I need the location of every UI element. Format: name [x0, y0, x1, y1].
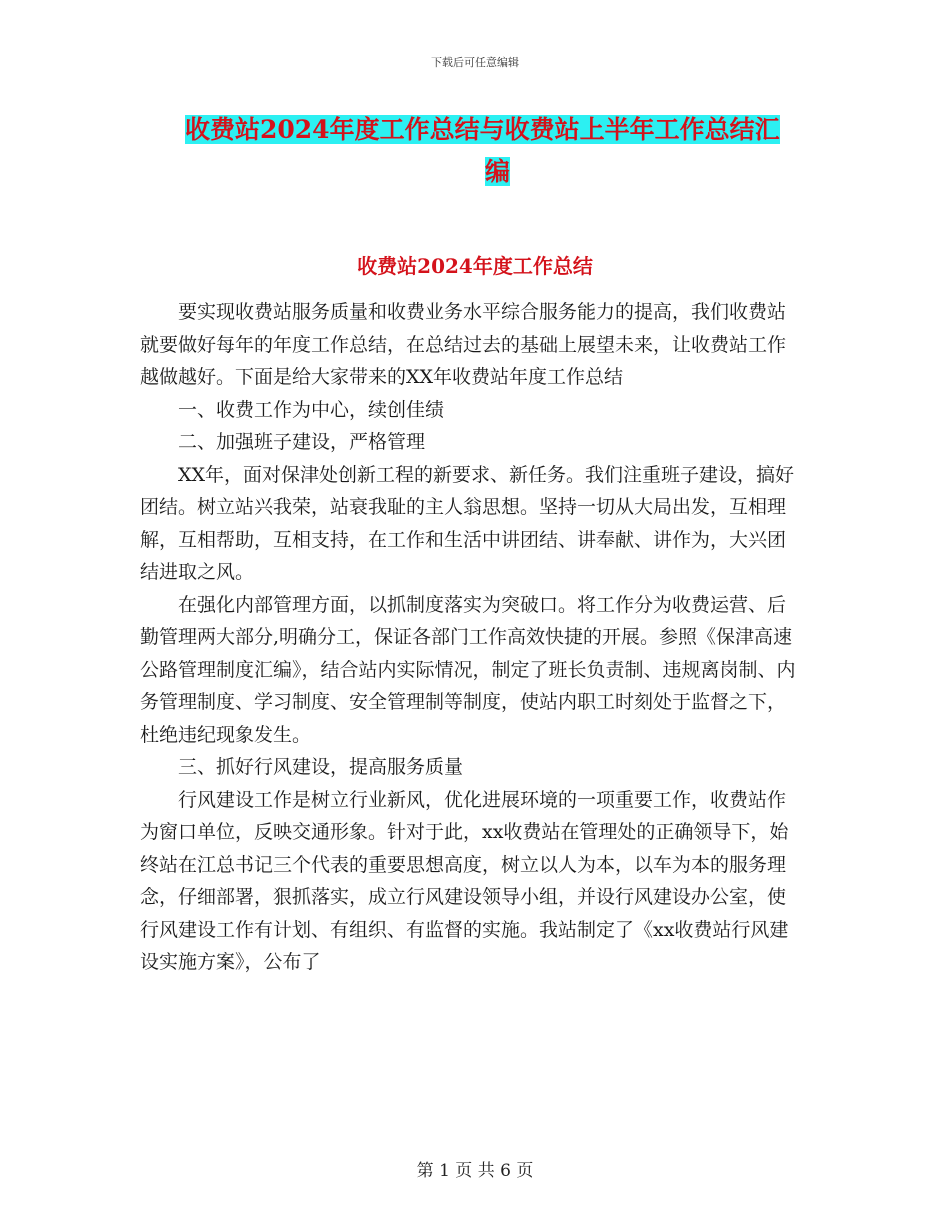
- page-footer: 第 1 页 共 6 页: [416, 1161, 534, 1181]
- header-note: 下载后可任意编辑: [431, 56, 519, 69]
- paragraph-intro: 要实现收费站服务质量和收费业务水平综合服务能力的提高，我们收费站就要做好每年的年度工作总结，在总结过去的基础上展望未来，让收费站工作越做越好。下面是给大家带来的XX年收费站年度工作总结: [140, 301, 787, 388]
- heading-1: 一、收费工作为中心，续创佳绩: [178, 398, 445, 421]
- paragraph-management: 在强化内部管理方面，以抓制度落实为突破口。将工作分为收费运营、后勤管理两大部分,明确分工，保证各部门工作高效快捷的开展。参照《保津高速公路管理制度汇编》，结合站内实际情况，制定了班长负责制、违规离岗制、内务管理制度、学习制度、安全管理制等制度，使站内职工时刻处于监督之下，杜绝违纪现象发生。: [140, 593, 796, 746]
- paragraph-team: XX年，面对保津处创新工程的新要求、新任务。我们注重班子建设，搞好团结。树立站兴我荣，站衰我耻的主人翁思想。坚持一切从大局出发，互相理解，互相帮助，互相支持，在工作和生活中讲团结、讲奉献、讲作为，大兴团结进取之风。: [140, 463, 795, 583]
- heading-3: 三、抓好行风建设，提高服务质量: [178, 756, 464, 778]
- paragraph-conduct: 行风建设工作是树立行业新风，优化进展环境的一项重要工作，收费站作为窗口单位，反映交通形象。针对于此，xx收费站在管理处的正确领导下，始终站在江总书记三个代表的重要思想高度，树立以人为本，以车为本的服务理念，仔细部署，狠抓落实，成立行风建设领导小组，并设行风建设办公室，使行风建设工作有计划、有组织、有监督的实施。我站制定了《xx收费站行风建设实施方案》，公布了: [140, 788, 789, 973]
- section-subtitle: 收费站2024年度工作总结: [357, 254, 593, 278]
- title-line-1: 收费站2024年度工作总结与收费站上半年工作总结汇: [185, 115, 780, 144]
- heading-2: 二、加强班子建设，严格管理: [178, 431, 426, 453]
- body-text: [140, 296, 800, 979]
- document-title: [185, 112, 810, 190]
- title-line-2: 编: [484, 157, 510, 186]
